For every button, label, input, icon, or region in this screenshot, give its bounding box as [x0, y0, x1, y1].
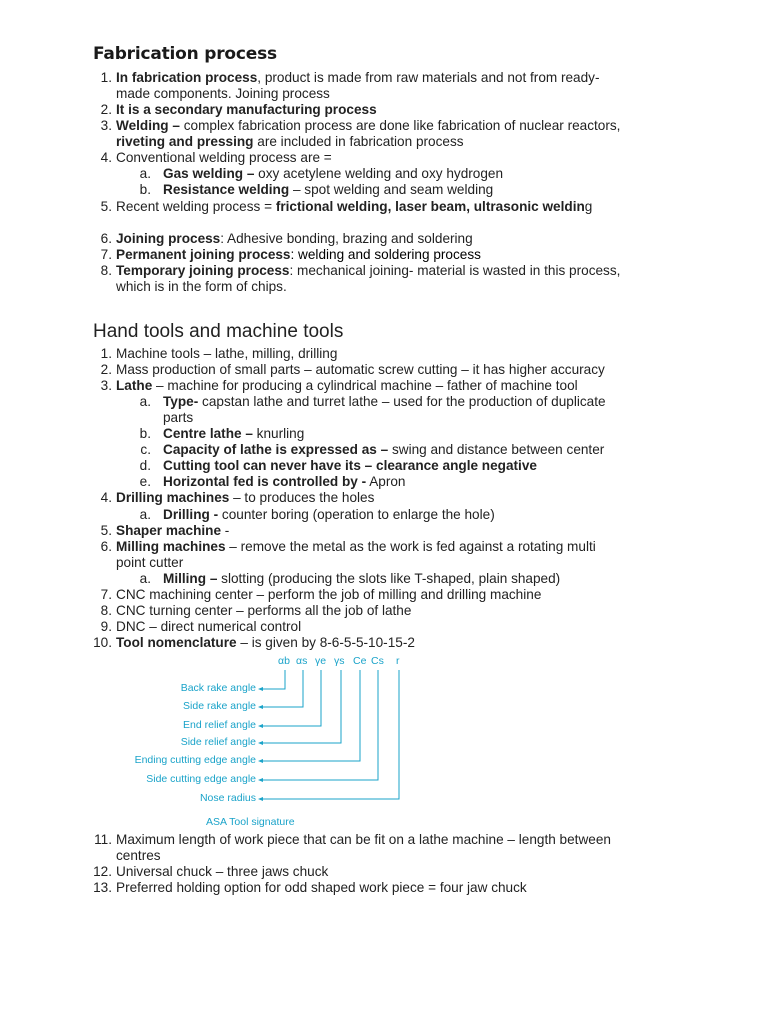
- list-item-text: -: [221, 523, 230, 538]
- list-number: 1.: [100, 70, 112, 85]
- symbol-back-rake: αb: [278, 655, 290, 667]
- list-item-bold: Horizontal fed is controlled by -: [163, 474, 367, 489]
- label-ending-cutting-edge-angle: Ending cutting edge angle: [134, 754, 256, 766]
- list-item-text: : Adhesive bonding, brazing and soldering: [220, 231, 473, 246]
- list-number: 4.: [100, 150, 112, 165]
- list-letter: d.: [139, 458, 151, 473]
- symbol-end-relief: γe: [315, 655, 327, 667]
- list-item-bold: Temporary joining process: [116, 263, 290, 278]
- list-item-bold: Milling –: [163, 571, 218, 586]
- list-item-text: oxy acetylene welding and oxy hydrogen: [254, 166, 504, 181]
- list-item-text: point cutter: [116, 555, 184, 570]
- list-item-text: Recent welding process =: [116, 199, 276, 214]
- list-item-bold: riveting and pressing: [116, 134, 254, 149]
- list-letter: a.: [139, 507, 151, 522]
- list-item-bold: In fabrication process: [116, 70, 258, 85]
- list-number: 10.: [93, 635, 112, 650]
- list-item-bold: Tool nomenclature: [116, 635, 237, 650]
- section-title-fabrication: Fabrication process: [93, 44, 277, 64]
- label-side-cutting-edge-angle: Side cutting edge angle: [146, 773, 256, 785]
- arrowhead: [258, 741, 263, 745]
- list-letter: a.: [139, 571, 151, 586]
- symbol-side-cutting-edge: Cs: [371, 655, 384, 667]
- list-letter: a.: [139, 394, 151, 409]
- list-letter: e.: [139, 474, 151, 489]
- list-number: 8.: [100, 263, 112, 278]
- list-item-bold: Type-: [163, 394, 199, 409]
- list-item-text: – remove the metal as the work is fed against a rotating multi: [225, 539, 596, 554]
- list-item-text: which is in the form of chips.: [116, 279, 287, 294]
- list-number: 4.: [100, 490, 112, 505]
- list-number: 3.: [100, 118, 112, 133]
- symbol-side-relief: γs: [334, 655, 345, 667]
- list-item-text: – spot welding and seam welding: [289, 182, 494, 197]
- list-item-bold: Joining process: [116, 231, 221, 246]
- label-side-rake-angle: Side rake angle: [183, 700, 256, 712]
- list-item-bold: Permanent joining process: [116, 247, 291, 262]
- list-item-text: capstan lathe and turret lathe – used for the production of duplicate: [198, 394, 606, 409]
- list-item-text: Machine tools – lathe, milling, drilling: [116, 346, 338, 361]
- list-item-text: parts: [163, 410, 194, 425]
- list-item-text: complex fabrication process are done like fabrication of nuclear reactors,: [179, 118, 621, 133]
- list-item-text: – to produces the holes: [229, 490, 375, 505]
- list-item-text: Conventional welding process are =: [116, 150, 332, 165]
- list-item-text: knurling: [252, 426, 305, 441]
- diagram-caption: ASA Tool signature: [206, 816, 295, 828]
- list-number: 2.: [100, 102, 112, 117]
- list-item-text: : mechanical joining- material is wasted in this process,: [289, 263, 621, 278]
- list-number: 9.: [100, 619, 112, 634]
- list-item-text: slotting (producing the slots like T-shaped, plain shaped): [217, 571, 561, 586]
- label-back-rake-angle: Back rake angle: [180, 682, 256, 694]
- list-item-text: are included in fabrication process: [253, 134, 464, 149]
- list-item-text: centres: [116, 848, 161, 863]
- list-number: 7.: [100, 247, 112, 262]
- list-number: 1.: [100, 346, 112, 361]
- list-letter: a.: [139, 166, 151, 181]
- list-item-bold: Welding –: [116, 118, 180, 133]
- section-title-hand-tools: Hand tools and machine tools: [93, 321, 344, 342]
- arrowhead: [258, 705, 263, 709]
- list-number: 6.: [100, 539, 112, 554]
- list-item-bold: Drilling -: [163, 507, 219, 522]
- list-item-text: Mass production of small parts – automatic screw cutting – it has higher accuracy: [116, 362, 605, 377]
- list-number: 3.: [100, 378, 112, 393]
- list-item-text: – is given by 8-6-5-5-10-15-2: [236, 635, 415, 650]
- diagram-lines: [110, 650, 440, 832]
- list-number: 5.: [100, 199, 112, 214]
- list-number: 12.: [93, 864, 112, 879]
- arrowhead: [258, 797, 263, 801]
- list-item-text: , product is made from raw materials and not from ready-: [257, 70, 600, 85]
- arrowhead: [258, 724, 263, 728]
- tool-signature-diagram: [110, 650, 440, 832]
- symbol-side-rake: αs: [296, 655, 308, 667]
- list-number: 6.: [100, 231, 112, 246]
- arrowhead: [258, 778, 263, 782]
- list-item-bold: Drilling machines: [116, 490, 230, 505]
- list-item-bold: frictional welding, laser beam, ultrasonic weldin: [275, 199, 585, 214]
- list-number: 2.: [100, 362, 112, 377]
- list-number: 7.: [100, 587, 112, 602]
- list-item-text: g: [584, 199, 593, 214]
- label-end-relief-angle: End relief angle: [183, 719, 256, 731]
- list-item-text: – machine for producing a cylindrical machine – father of machine tool: [152, 378, 578, 393]
- list-item-bold: Centre lathe –: [163, 426, 253, 441]
- list-number: 11.: [94, 832, 112, 847]
- list-item-text: DNC – direct numerical control: [116, 619, 302, 634]
- list-item-text: CNC machining center – perform the job of milling and drilling machine: [116, 587, 542, 602]
- list-item-bold: Milling machines: [116, 539, 226, 554]
- symbol-nose-radius: r: [396, 655, 400, 667]
- leader-line: [260, 670, 285, 689]
- list-item-text: swing and distance between center: [388, 442, 605, 457]
- list-item-bold: Shaper machine: [116, 523, 222, 538]
- list-item-text: : welding and soldering process: [290, 247, 481, 262]
- list-letter: c.: [140, 442, 151, 457]
- symbol-end-cutting-edge: Ce: [353, 655, 367, 667]
- list-item-text: CNC turning center – performs all the job of lathe: [116, 603, 412, 618]
- label-nose-radius: Nose radius: [199, 792, 256, 804]
- list-item-text: counter boring (operation to enlarge the hole): [218, 507, 495, 522]
- list-item-bold: Lathe: [116, 378, 153, 393]
- list-number: 8.: [100, 603, 112, 618]
- list-item-text: Maximum length of work piece that can be fit on a lathe machine – length between: [116, 832, 611, 847]
- list-item-text: Universal chuck – three jaws chuck: [116, 864, 329, 879]
- leader-line: [260, 670, 360, 761]
- arrowhead: [258, 687, 263, 691]
- list-letter: b.: [139, 426, 151, 441]
- arrowhead: [258, 759, 263, 763]
- leader-line: [260, 670, 321, 726]
- list-letter: b.: [139, 182, 151, 197]
- list-item-bold: Resistance welding: [163, 182, 290, 197]
- list-item-text: Preferred holding option for odd shaped work piece = four jaw chuck: [116, 880, 527, 895]
- list-item-text: made components. Joining process: [116, 86, 330, 101]
- list-number: 5.: [100, 523, 112, 538]
- list-item-bold: Gas welding –: [163, 166, 255, 181]
- list-item-bold: It is a secondary manufacturing process: [116, 102, 377, 117]
- list-item-bold: Cutting tool can never have its – clearance angle negative: [163, 458, 537, 473]
- label-side-relief-angle: Side relief angle: [180, 736, 256, 748]
- list-item-text: Apron: [366, 474, 406, 489]
- list-number: 13.: [93, 880, 112, 895]
- list-item-bold: Capacity of lathe is expressed as –: [163, 442, 389, 457]
